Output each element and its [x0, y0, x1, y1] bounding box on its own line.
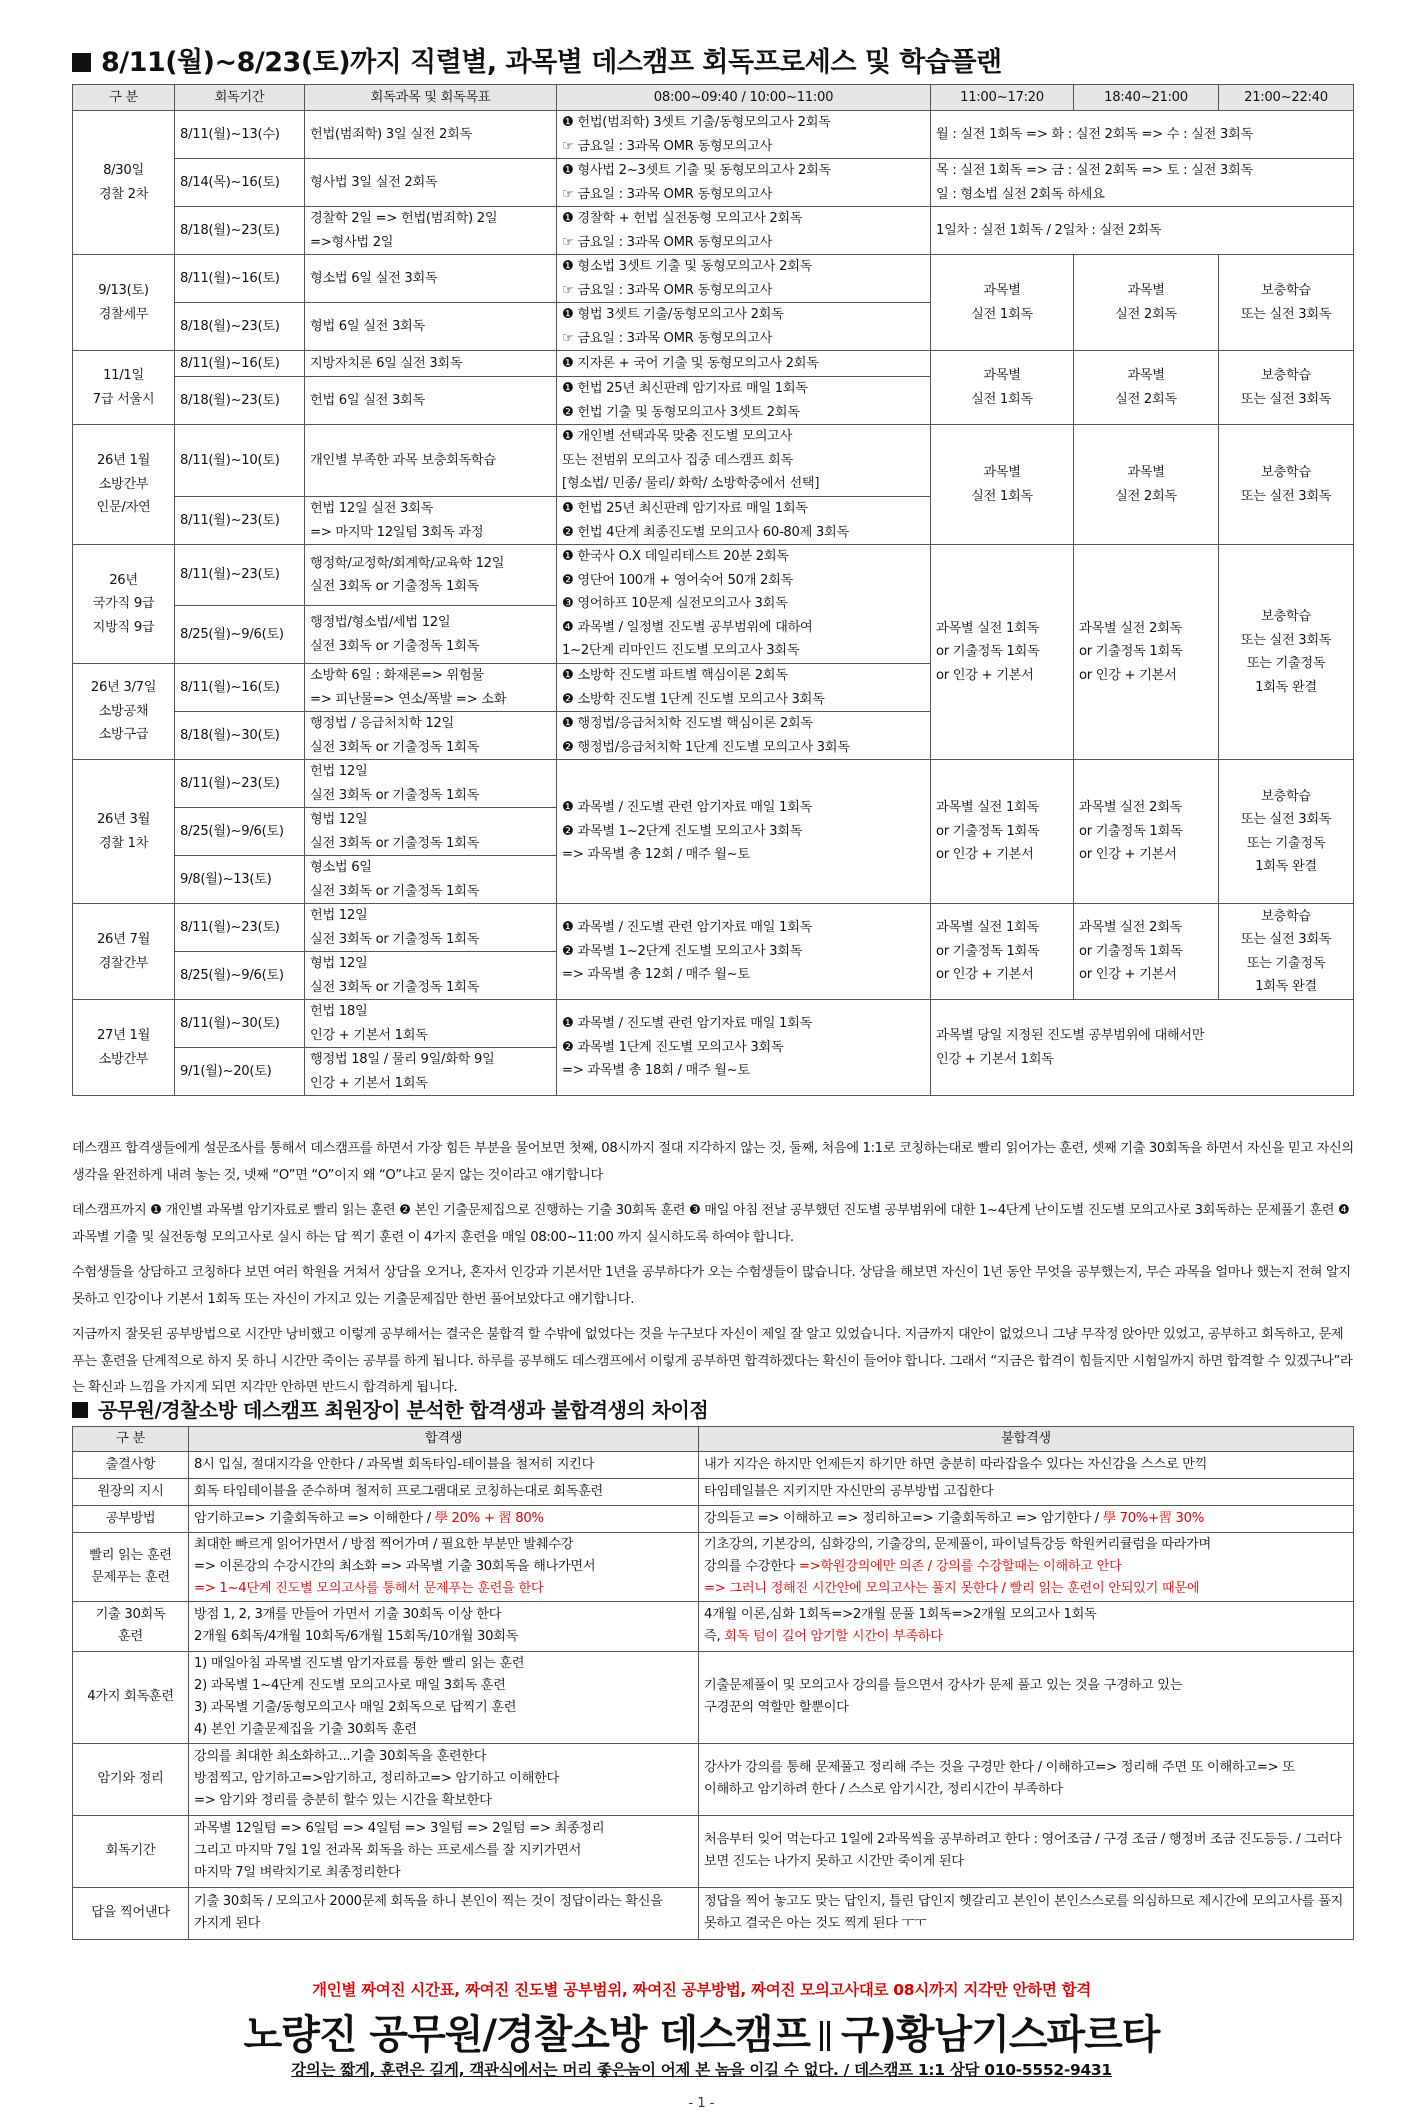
period-cell: 8/25(월)~9/6(토) — [175, 606, 305, 664]
square-bullet-icon — [72, 1402, 88, 1418]
morning-cell: ❶ 과목별 / 진도별 관련 암기자료 매일 1회독 ❷ 과목별 1단계 진도별 모의고사 3회독 => 과목별 총 18회 / 매주 월~토 — [557, 1000, 931, 1096]
pass-cell: 8시 입실, 절대지각을 안한다 / 과목별 회독타임-테이블을 철저히 지킨다 — [189, 1451, 699, 1478]
red-emphasis: => 1~4단계 진도별 모의고사를 통해서 문제푸는 훈련을 한다 — [194, 1580, 544, 1596]
row-label: 출결사항 — [73, 1451, 189, 1478]
daytime-cell: 과목별 실전 1회독 or 기출정독 1회독 or 인강 + 기본서 — [931, 545, 1074, 760]
row-label: 회독기간 — [73, 1815, 189, 1887]
group-name: 26년 1월 소방간부 인문/자연 — [73, 425, 175, 545]
period-cell: 8/11(월)~23(토) — [175, 497, 305, 545]
pass-cell: 방점 1, 2, 3개를 만들어 가면서 기출 30회독 이상 한다 2개월 6회독/4개월 10회독/6개월 15회독/10개월 30회독 — [189, 1601, 699, 1651]
subject-cell: 헌법 6일 실전 3회독 — [305, 377, 557, 425]
morning-cell: ❶ 형소법 3셋트 기출 및 동형모의고사 2회독 ☞ 금요일 : 3과목 OMR 동형모의고사 — [557, 255, 931, 303]
subject-cell: 지방자치론 6일 실전 3회독 — [305, 351, 557, 377]
period-cell: 8/18(월)~23(토) — [175, 303, 305, 351]
col-fail: 불합격생 — [699, 1427, 1354, 1452]
col-morning: 08:00~09:40 / 10:00~11:00 — [557, 85, 931, 111]
evening-cell: 과목별 실전 2회독 or 기출정독 1회독 or 인강 + 기본서 — [1074, 545, 1219, 760]
period-cell: 8/11(월)~23(토) — [175, 545, 305, 606]
subject-cell: 헌법 12일 실전 3회독 or 기출정독 1회독 — [305, 904, 557, 952]
notes-section — [72, 1136, 1355, 1411]
subject-cell: 헌법 12일 실전 3회독 => 마지막 12일텀 3회독 과정 — [305, 497, 557, 545]
fail-cell: 정답을 찍어 놓고도 맞는 답인지, 틀린 답인지 헷갈리고 본인이 본인스스로를 의심하므로 제시간에 모의고사를 풀지 못하고 결국은 아는 것도 찍게 된다 ㅜㅜ — [699, 1887, 1354, 1939]
morning-cell: ❶ 개인별 선택과목 맞춤 진도별 모의고사 또는 전범위 모의고사 집중 데스캠프 회독 [형소법/ 민종/ 물리/ 화학/ 소방학중에서 선택] — [557, 425, 931, 497]
subject-cell: 형법 12일 실전 3회독 or 기출정독 1회독 — [305, 808, 557, 856]
subject-cell: 개인별 부족한 과목 보충회독학습 — [305, 425, 557, 497]
subject-cell: 헌법 12일 실전 3회독 or 기출정독 1회독 — [305, 760, 557, 808]
note-paragraph: 데스캠프까지 ❶ 개인별 과목별 암기자료로 빨리 읽는 훈련 ❷ 본인 기출문제집으로 진행하는 기출 30회독 훈련 ❸ 매일 아침 전날 공부했던 진도별 공부범위에 대한 1~4단계 난이도별 진도별 모의고사로 3회독하는 문제풀기 훈련 ❹ 과목별 기출 및 실전동형 모의고사로 실시 하는 답 찍기 훈련 이 4가지 훈련을 매일 08:00~11:00 까지 실시하도록 하여야 합니다. — [72, 1203, 1350, 1245]
subject-cell: 헌법(범죄학) 3일 실전 2회독 — [305, 111, 557, 159]
daytime-cell: 과목별 실전 1회독 — [931, 255, 1074, 351]
morning-cell: ❶ 형사법 2~3셋트 기출 및 동형모의고사 2회독 ☞ 금요일 : 3과목 OMR 동형모의고사 — [557, 159, 931, 207]
brand-line — [0, 2003, 1403, 2060]
night-cell: 보충학습 또는 실전 3회독 또는 기출정독 1회독 완결 — [1219, 904, 1354, 1000]
pass-cell: 과목별 12일텀 => 6일텀 => 4일텀 => 3일텀 => 2일텀 => 최종정리 그리고 마지막 7일 1일 전과목 회독을 하는 프로세스를 잘 지키가면서 마지막 7일 벼락치기로 최종정리한다 — [189, 1815, 699, 1887]
study-plan-table — [72, 84, 1354, 1096]
period-cell: 8/11(월)~16(토) — [175, 664, 305, 712]
evening-cell: 과목별 실전 2회독 — [1074, 351, 1219, 425]
night-cell: 보충학습 또는 실전 3회독 또는 기출정독 1회독 완결 — [1219, 545, 1354, 760]
subject-cell: 행정학/교정학/회계학/교육학 12일 실전 3회독 or 기출정독 1회독 — [305, 545, 557, 606]
row-label: 기출 30회독 훈련 — [73, 1601, 189, 1651]
subject-cell: 형법 12일 실전 3회독 or 기출정독 1회독 — [305, 952, 557, 1000]
col-pass: 합격생 — [189, 1427, 699, 1452]
group-name: 8/30일 경찰 2차 — [73, 111, 175, 255]
row-label: 암기와 정리 — [73, 1743, 189, 1815]
fail-cell: 타임테일블은 지키지만 자신만의 공부방법 고집한다 — [699, 1478, 1354, 1505]
morning-cell: ❶ 헌법(범죄학) 3셋트 기출/동형모의고사 2회독 ☞ 금요일 : 3과목 OMR 동형모의고사 — [557, 111, 931, 159]
morning-cell: ❶ 행정법/응급처치학 진도별 핵심이론 2회독 ❷ 행정법/응급처치학 1단계 진도별 모의고사 3회독 — [557, 712, 931, 760]
col-evening: 18:40~21:00 — [1074, 85, 1219, 111]
subject-cell: 형법 6일 실전 3회독 — [305, 303, 557, 351]
group-name: 9/13(토) 경찰세무 — [73, 255, 175, 351]
red-emphasis: 學 20% + 習 80% — [434, 1510, 544, 1526]
col-category: 구 분 — [73, 85, 175, 111]
evening-cell: 과목별 실전 2회독 — [1074, 255, 1219, 351]
col-subject: 회독과목 및 회독목표 — [305, 85, 557, 111]
period-cell: 8/11(월)~10(토) — [175, 425, 305, 497]
col-daytime: 11:00~17:20 — [931, 85, 1074, 111]
subject-cell: 형소법 6일 실전 3회독 or 기출정독 1회독 — [305, 856, 557, 904]
fail-cell: 기초강의, 기본강의, 심화강의, 기출강의, 문제풀이, 파이널특강등 학원커리큘럼을 따라가며 강의를 수강한다 =>학원강의에만 의존 / 강의를 수강할때는 이해하고 안다 => 그러니 정해진 시간안에 모의고사는 풀지 못한다 / 빨리 읽는 훈련이 안되있기 때문에 — [699, 1532, 1354, 1601]
row-label: 공부방법 — [73, 1505, 189, 1532]
evening-cell: 과목별 실전 2회독 or 기출정독 1회독 or 인강 + 기본서 — [1074, 760, 1219, 904]
daytime-cell: 과목별 실전 1회독 — [931, 351, 1074, 425]
pass-cell: 최대한 빠르게 읽어가면서 / 방점 찍어가며 / 필요한 부분만 발췌수강 => 이론강의 수강시간의 최소화 => 과목별 기출 30회독을 해나가면서 => 1~4단계 진도별 모의고사를 통해서 문제푸는 훈련을 한다 — [189, 1532, 699, 1601]
afternoon-cell: 월 : 실전 1회독 => 화 : 실전 2회독 => 수 : 실전 3회독 — [931, 111, 1354, 159]
plan-header-row — [73, 85, 1354, 111]
subject-cell: 행정법/형소법/세법 12일 실전 3회독 or 기출정독 1회독 — [305, 606, 557, 664]
period-cell: 8/18(월)~23(토) — [175, 207, 305, 255]
afternoon-cell: 과목별 당일 지정된 진도별 공부범위에 대해서만 인강 + 기본서 1회독 — [931, 1000, 1354, 1096]
period-cell: 8/11(월)~30(토) — [175, 1000, 305, 1048]
pass-cell: 암기하고=> 기출회독하고 => 이해한다 / 學 20% + 習 80% — [189, 1505, 699, 1532]
note-paragraph: 수험생들을 상담하고 코칭하다 보면 여러 학원을 거쳐서 상담을 오거나, 혼자서 인강과 기본서만 1년을 공부하다가 오는 수험생들이 많습니다. 상담을 해보면 자신이 1년 동안 무엇을 공부했는지, 무슨 과목을 얼마나 했는지 전혀 알지 못하고 인강이나 기본서 1회독 또는 자신이 가지고 있는 기출문제집만 한번 풀어보았다고 얘기합니다. — [72, 1265, 1351, 1307]
morning-cell: ❶ 지자론 + 국어 기출 및 동형모의고사 2회독 — [557, 351, 931, 377]
period-cell: 9/8(월)~13(토) — [175, 856, 305, 904]
fail-cell: 기출문제풀이 및 모의고사 강의를 들으면서 강사가 문제 풀고 있는 것을 구경하고 있는 구경꾼의 역할만 할뿐이다 — [699, 1651, 1354, 1743]
subject-cell: 헌법 18일 인강 + 기본서 1회독 — [305, 1000, 557, 1048]
subject-cell: 행정법 / 응급처치학 12일 실전 3회독 or 기출정독 1회독 — [305, 712, 557, 760]
group-name: 26년 국가직 9급 지방직 9급 — [73, 545, 175, 664]
brand-former-name: 구)황남기스파르타 — [841, 2012, 1160, 2058]
morning-cell: ❶ 헌법 25년 최신판례 암기자료 매일 1회독 ❷ 헌법 4단계 최종진도별 모의고사 60-80제 3회독 — [557, 497, 931, 545]
red-emphasis: 회독 텀이 길어 암기할 시간이 부족하다 — [724, 1629, 943, 1644]
period-cell: 8/25(월)~9/6(토) — [175, 952, 305, 1000]
evening-cell: 과목별 실전 2회독 or 기출정독 1회독 or 인강 + 기본서 — [1074, 904, 1219, 1000]
red-emphasis: =>학원강의에만 의존 / 강의를 수강할때는 이해하고 안다 — [798, 1558, 1122, 1574]
plan-title: 8/11(월)~8/23(토)까지 직렬별, 과목별 데스캠프 회독프로세스 및 학습플랜 — [72, 40, 1002, 79]
afternoon-cell: 목 : 실전 1회독 => 금 : 실전 2회독 => 토 : 실전 3회독 일 : 형소법 실전 2회독 하세요 — [931, 159, 1354, 207]
period-cell: 8/11(월)~23(토) — [175, 904, 305, 952]
morning-cell: ❶ 소방학 진도별 파트별 핵심이론 2회독 ❷ 소방학 진도별 1단계 진도별 모의고사 3회독 — [557, 664, 931, 712]
comparison-table — [72, 1426, 1354, 1940]
morning-cell: ❶ 형법 3셋트 기출/동형모의고사 2회독 ☞ 금요일 : 3과목 OMR 동형모의고사 — [557, 303, 931, 351]
group-name: 27년 1월 소방간부 — [73, 1000, 175, 1096]
daytime-cell: 과목별 실전 1회독 or 기출정독 1회독 or 인강 + 기본서 — [931, 904, 1074, 1000]
period-cell: 8/11(월)~16(토) — [175, 351, 305, 377]
night-cell: 보충학습 또는 실전 3회독 또는 기출정독 1회독 완결 — [1219, 760, 1354, 904]
period-cell: 8/25(월)~9/6(토) — [175, 808, 305, 856]
evening-cell: 과목별 실전 2회독 — [1074, 425, 1219, 545]
group-name: 26년 7월 경찰간부 — [73, 904, 175, 1000]
morning-cell: ❶ 과목별 / 진도별 관련 암기자료 매일 1회독 ❷ 과목별 1~2단계 진도별 모의고사 3회독 => 과목별 총 12회 / 매주 월~토 — [557, 904, 931, 1000]
daytime-cell: 과목별 실전 1회독 or 기출정독 1회독 or 인강 + 기본서 — [931, 760, 1074, 904]
period-cell: 8/14(목)~16(토) — [175, 159, 305, 207]
fail-cell: 4개월 이론,심화 1회독=>2개월 문풀 1회독=>2개월 모의고사 1회독 즉, 회독 텀이 길어 암기할 시간이 부족하다 — [699, 1601, 1354, 1651]
period-cell: 8/11(월)~23(토) — [175, 760, 305, 808]
page-number: - 1 - — [688, 2096, 715, 2111]
pass-cell: 강의를 최대한 최소화하고...기출 30회독을 훈련한다 방점찍고, 암기하고=>암기하고, 정리하고=> 암기하고 이해한다 => 암기와 정리를 충분히 할수 있는 시간을 확보한다 — [189, 1743, 699, 1815]
col-period: 회독기간 — [175, 85, 305, 111]
period-cell: 8/11(월)~16(토) — [175, 255, 305, 303]
subject-cell: 형사법 3일 실전 2회독 — [305, 159, 557, 207]
night-cell: 보충학습 또는 실전 3회독 — [1219, 255, 1354, 351]
fail-cell: 내가 지각은 하지만 언제든지 하기만 하면 충분히 따라잡을수 있다는 자신감을 스스로 만끽 — [699, 1451, 1354, 1478]
brand-name: 노량진 공무원/경찰소방 데스캠프 — [243, 2012, 810, 2058]
period-cell: 8/11(월)~13(수) — [175, 111, 305, 159]
comparison-header-row — [73, 1427, 1354, 1452]
subject-cell: 경찰학 2일 => 헌법(범죄학) 2일 =>형사법 2일 — [305, 207, 557, 255]
morning-cell: ❶ 한국사 O.X 데일리테스트 20분 2회독 ❷ 영단어 100개 + 영어숙어 50개 2회독 ❸ 영어하프 10문제 실전모의고사 3회독 ❹ 과목별 / 일정별 진도별 공부범위에 대하여 1~2단계 리마인드 진도별 모의고사 3회독 — [557, 545, 931, 664]
night-cell: 보충학습 또는 실전 3회독 — [1219, 425, 1354, 545]
period-cell: 8/18(월)~30(토) — [175, 712, 305, 760]
subject-cell: 형소법 6일 실전 3회독 — [305, 255, 557, 303]
daytime-cell: 과목별 실전 1회독 — [931, 425, 1074, 545]
group-name: 11/1일 7급 서울시 — [73, 351, 175, 425]
col-category: 구 분 — [73, 1427, 189, 1452]
comparison-title: 공무원/경찰소방 데스캠프 최원장이 분석한 합격생과 불합격생의 차이점 — [72, 1394, 708, 1423]
fail-cell: 강의듣고 => 이해하고 => 정리하고=> 기출회독하고 => 암기한다 / 學 70%+習 30% — [699, 1505, 1354, 1532]
group-name: 26년 3월 경찰 1차 — [73, 760, 175, 904]
row-label: 빨리 읽는 훈련 문제푸는 훈련 — [73, 1532, 189, 1601]
red-slogan: 개인별 짜여진 시간표, 짜여진 진도별 공부범위, 짜여진 공부방법, 짜여진 모의고사대로 08시까지 지각만 안하면 합격 — [312, 1981, 1091, 1999]
row-label: 답을 찍어낸다 — [73, 1887, 189, 1939]
double-bar-separator — [820, 2021, 823, 2051]
square-bullet-icon — [72, 53, 91, 72]
pass-cell: 1) 매일아침 과목별 진도별 암기자료를 통한 빨리 읽는 훈련 2) 과목별 1~4단계 진도별 모의고사로 매일 3회독 훈련 3) 과목별 기출/동형모의고사 매일 2회독으로 답찍기 훈련 4) 본인 기출문제집을 기출 30회독 훈련 — [189, 1651, 699, 1743]
pass-cell: 회독 타임테이블을 준수하며 철저히 프로그램대로 코칭하는대로 회독훈련 — [189, 1478, 699, 1505]
row-label: 원장의 지시 — [73, 1478, 189, 1505]
red-emphasis: => 그러니 정해진 시간안에 모의고사는 풀지 못한다 / 빨리 읽는 훈련이 안되있기 때문에 — [704, 1580, 1200, 1596]
night-cell: 보충학습 또는 실전 3회독 — [1219, 351, 1354, 425]
tagline: 강의는 짧게, 훈련은 길게, 객관식에서는 머리 좋은놈이 어제 본 놈을 이길 수 없다. / 데스캠프 1:1 상담 010-5552-9431 — [291, 2061, 1112, 2079]
subject-cell: 행정법 18일 / 물리 9일/화학 9일 인강 + 기본서 1회독 — [305, 1048, 557, 1096]
group-name: 26년 3/7일 소방공채 소방구급 — [73, 664, 175, 760]
red-emphasis: 學 70%+習 30% — [1102, 1510, 1204, 1526]
fail-cell: 처음부터 잊어 먹는다고 1일에 2과목씩을 공부하려고 한다 : 영어조금 / 구경 조금 / 행정버 조금 진도등등. / 그러다 보면 진도는 나가지 못하고 시간만 죽이게 된다 — [699, 1815, 1354, 1887]
row-label: 4가지 회독훈련 — [73, 1651, 189, 1743]
period-cell: 8/18(월)~23(토) — [175, 377, 305, 425]
fail-cell: 강사가 강의를 통해 문제풀고 정리해 주는 것을 구경만 한다 / 이해하고=> 정리해 주면 또 이해하고=> 또 이해하고 암기하려 한다 / 스스로 암기시간, 정리시간이 부족하다 — [699, 1743, 1354, 1815]
afternoon-cell: 1일차 : 실전 1회독 / 2일차 : 실전 2회독 — [931, 207, 1354, 255]
period-cell: 9/1(월)~20(토) — [175, 1048, 305, 1096]
morning-cell: ❶ 경찰학 + 헌법 실전동형 모의고사 2회독 ☞ 금요일 : 3과목 OMR 동형모의고사 — [557, 207, 931, 255]
note-paragraph: 지금까지 잘못된 공부방법으로 시간만 낭비했고 이렇게 공부해서는 결국은 불합격 할 수밖에 없었다는 것을 누구보다 자신이 제일 잘 알고 있었습니다. 지금까지 대안이 없었으니 그냥 무작정 앉아만 있었고, 공부하고 회독하고, 문제푸는 훈련을 단계적으로 하지 못 하니 시간만 죽이는 공부를 하게 됩니다. 하루를 공부해도 데스캠프에서 이렇게 공부하면 합격하겠다는 확신이 들어야 합니다. 그래서 “지금은 합격이 힘들지만 시험일까지 하면 합격할 수 있겠구나”라는 확신과 느낌을 가지게 되면 지각만 안하면 반드시 합격하게 됩니다. — [72, 1327, 1353, 1395]
col-night: 21:00~22:40 — [1219, 85, 1354, 111]
morning-cell: ❶ 과목별 / 진도별 관련 암기자료 매일 1회독 ❷ 과목별 1~2단계 진도별 모의고사 3회독 => 과목별 총 12회 / 매주 월~토 — [557, 760, 931, 904]
pass-cell: 기출 30회독 / 모의고사 2000문제 회독을 하니 본인이 찍는 것이 정답이라는 확신을 가지게 된다 — [189, 1887, 699, 1939]
morning-cell: ❶ 헌법 25년 최신판례 암기자료 매일 1회독 ❷ 헌법 기출 및 동형모의고사 3셋트 2회독 — [557, 377, 931, 425]
note-paragraph: 데스캠프 합격생들에게 설문조사를 통해서 데스캠프를 하면서 가장 힘든 부분을 물어보면 첫째, 08시까지 절대 지각하지 않는 것, 둘째, 처음에 1:1로 코칭하는대로 빨리 읽어가는 훈련, 셋째 기출 30회독을 하면서 자신을 믿고 자신의 생각을 완전하게 내려 놓는 것, 넷째 “O”면 “O”이지 왜 “O”냐고 묻지 않는 것이라고 얘기합니다 — [72, 1141, 1354, 1183]
subject-cell: 소방학 6일 : 화재론=> 위험물 => 피난물=> 연소/폭발 => 소화 — [305, 664, 557, 712]
